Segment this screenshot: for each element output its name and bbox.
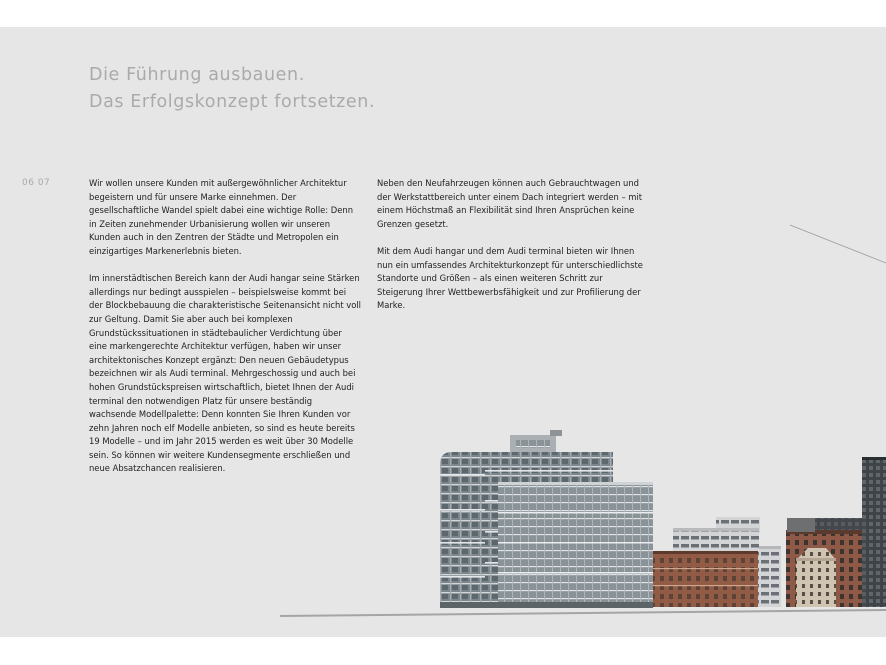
page-number: 06 07: [22, 178, 51, 188]
headline-line-1: Die Führung ausbauen.: [89, 65, 305, 85]
paragraph: Im innerstädtischen Bereich kann der Audi hangar seine Stärken allerdings nur bedingt ausspielen – beispielsweise kommt bei der Blockbebauung die charakteristische Seitenansicht nicht voll zur Geltung. Damit Sie aber auch bei komplexen Grundstückssituationen in städtebaulicher Verdichtung über eine markengerechte Architektur verfügen, haben wir unser architektonisches Konzept ergänzt: Den neuen Gebäudetypus bezeichnen wir als Audi terminal. Mehrgeschossig und auch bei hohen Grundstückspreisen wirtschaftlich, bietet Ihnen der Audi terminal den notwendigen Platz für unsere beständig wachsende Modellpalette: Denn konnten Sie Ihren Kunden vor zehn Jahren noch elf Modelle anbieten, so sind es heute bereits 19 Modelle – und im Jahr 2015 werden es weit über 30 Modelle sein. So können wir weitere Kundensegmente erschließen und neue Absatzchancen realisieren.: [89, 273, 361, 474]
brochure-page: [0, 27, 886, 637]
paragraph: Mit dem Audi hangar und dem Audi terminal bieten wir Ihnen nun ein umfassendes Architekturkonzept für unterschiedlichste Standorte und Größen – als einen weiteren Schritt zur Steigerung Ihrer Wettbewerbsfähigkeit und zur Profilierung der Marke.: [377, 245, 643, 311]
paragraph: Neben den Neufahrzeugen können auch Gebrauchtwagen und der Werkstattbereich unter einem Dach integriert werden – mit einem Höchstmaß an Flexibilität sind Ihren Ansprüchen keine Grenzen gesetzt.: [377, 178, 643, 229]
paragraph: Wir wollen unsere Kunden mit außergewöhnlicher Architektur begeistern und für unsere Marke einnehmen. Der gesellschaftliche Wandel spielt dabei eine wichtige Rolle: Denn in Zeiten zunehmender Urbanisierung wollen wir unseren Kunden auch in den Zentren der Städte und Metropolen ein einzigartiges Markenerlebnis bieten.: [89, 178, 353, 256]
page-headline: [89, 62, 375, 116]
headline-line-2: Das Erfolgskonzept fortsetzen.: [89, 92, 376, 112]
text-column-right: [377, 177, 649, 327]
building-photo: [280, 430, 886, 637]
